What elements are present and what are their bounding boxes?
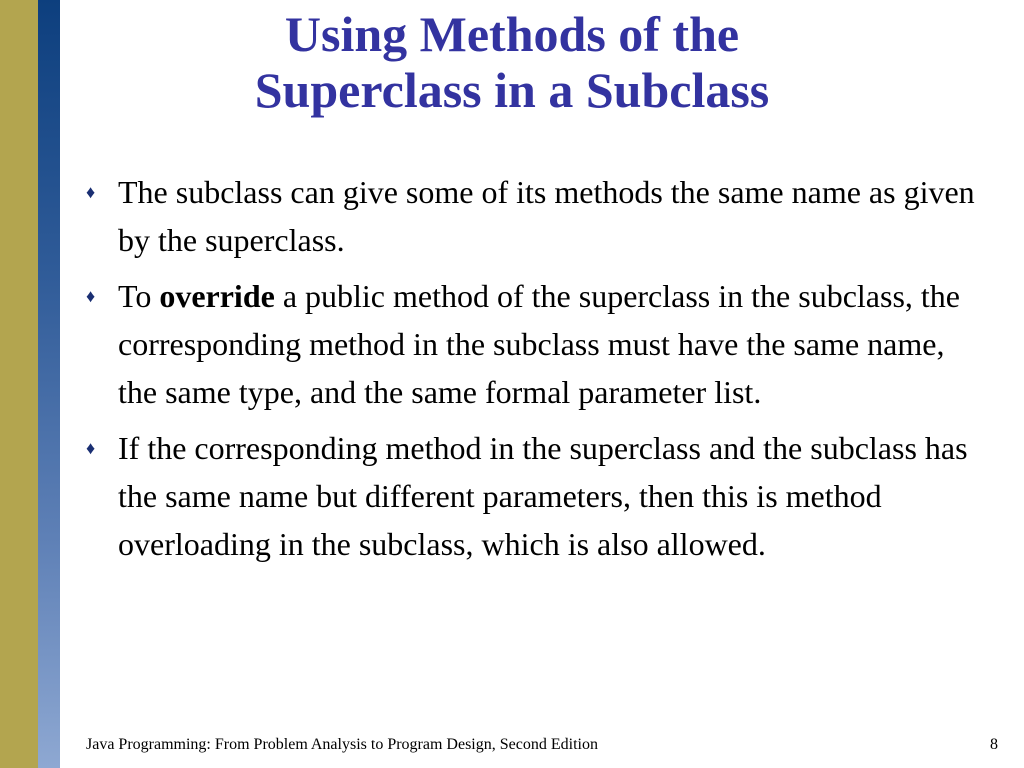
bullet-text-suffix: a public method of the superclass in the subclass, the corresponding method in the subclass must have the same name, the same type, and the same formal parameter list. bbox=[118, 278, 960, 410]
diamond-bullet-icon: ♦ bbox=[86, 438, 96, 458]
bullet-text-prefix: To bbox=[118, 278, 160, 314]
page-number: 8 bbox=[990, 736, 998, 753]
bullet-item-3 bbox=[86, 424, 986, 568]
bullet-text-bold-term: override bbox=[159, 278, 275, 314]
slide-title-line-2: Superclass in a Subclass bbox=[254, 62, 770, 118]
bullet-list bbox=[86, 168, 986, 576]
bullet-item-2 bbox=[86, 272, 986, 416]
slide-title bbox=[60, 6, 964, 118]
left-blue-gradient-stripe bbox=[38, 0, 60, 768]
bullet-item-1 bbox=[86, 168, 986, 264]
bullet-text: The subclass can give some of its methods the same name as given by the superclass. bbox=[118, 174, 975, 258]
bullet-text: If the corresponding method in the superclass and the subclass has the same name but different parameters, then this is method overloading in the subclass, which is also allowed. bbox=[118, 430, 968, 562]
slide-title-line-1: Using Methods of the bbox=[284, 6, 740, 62]
diamond-bullet-icon: ♦ bbox=[86, 182, 96, 202]
diamond-bullet-icon: ♦ bbox=[86, 286, 96, 306]
footer-book-title: Java Programming: From Problem Analysis to Program Design, Second Edition bbox=[86, 736, 598, 753]
left-olive-stripe bbox=[0, 0, 38, 768]
